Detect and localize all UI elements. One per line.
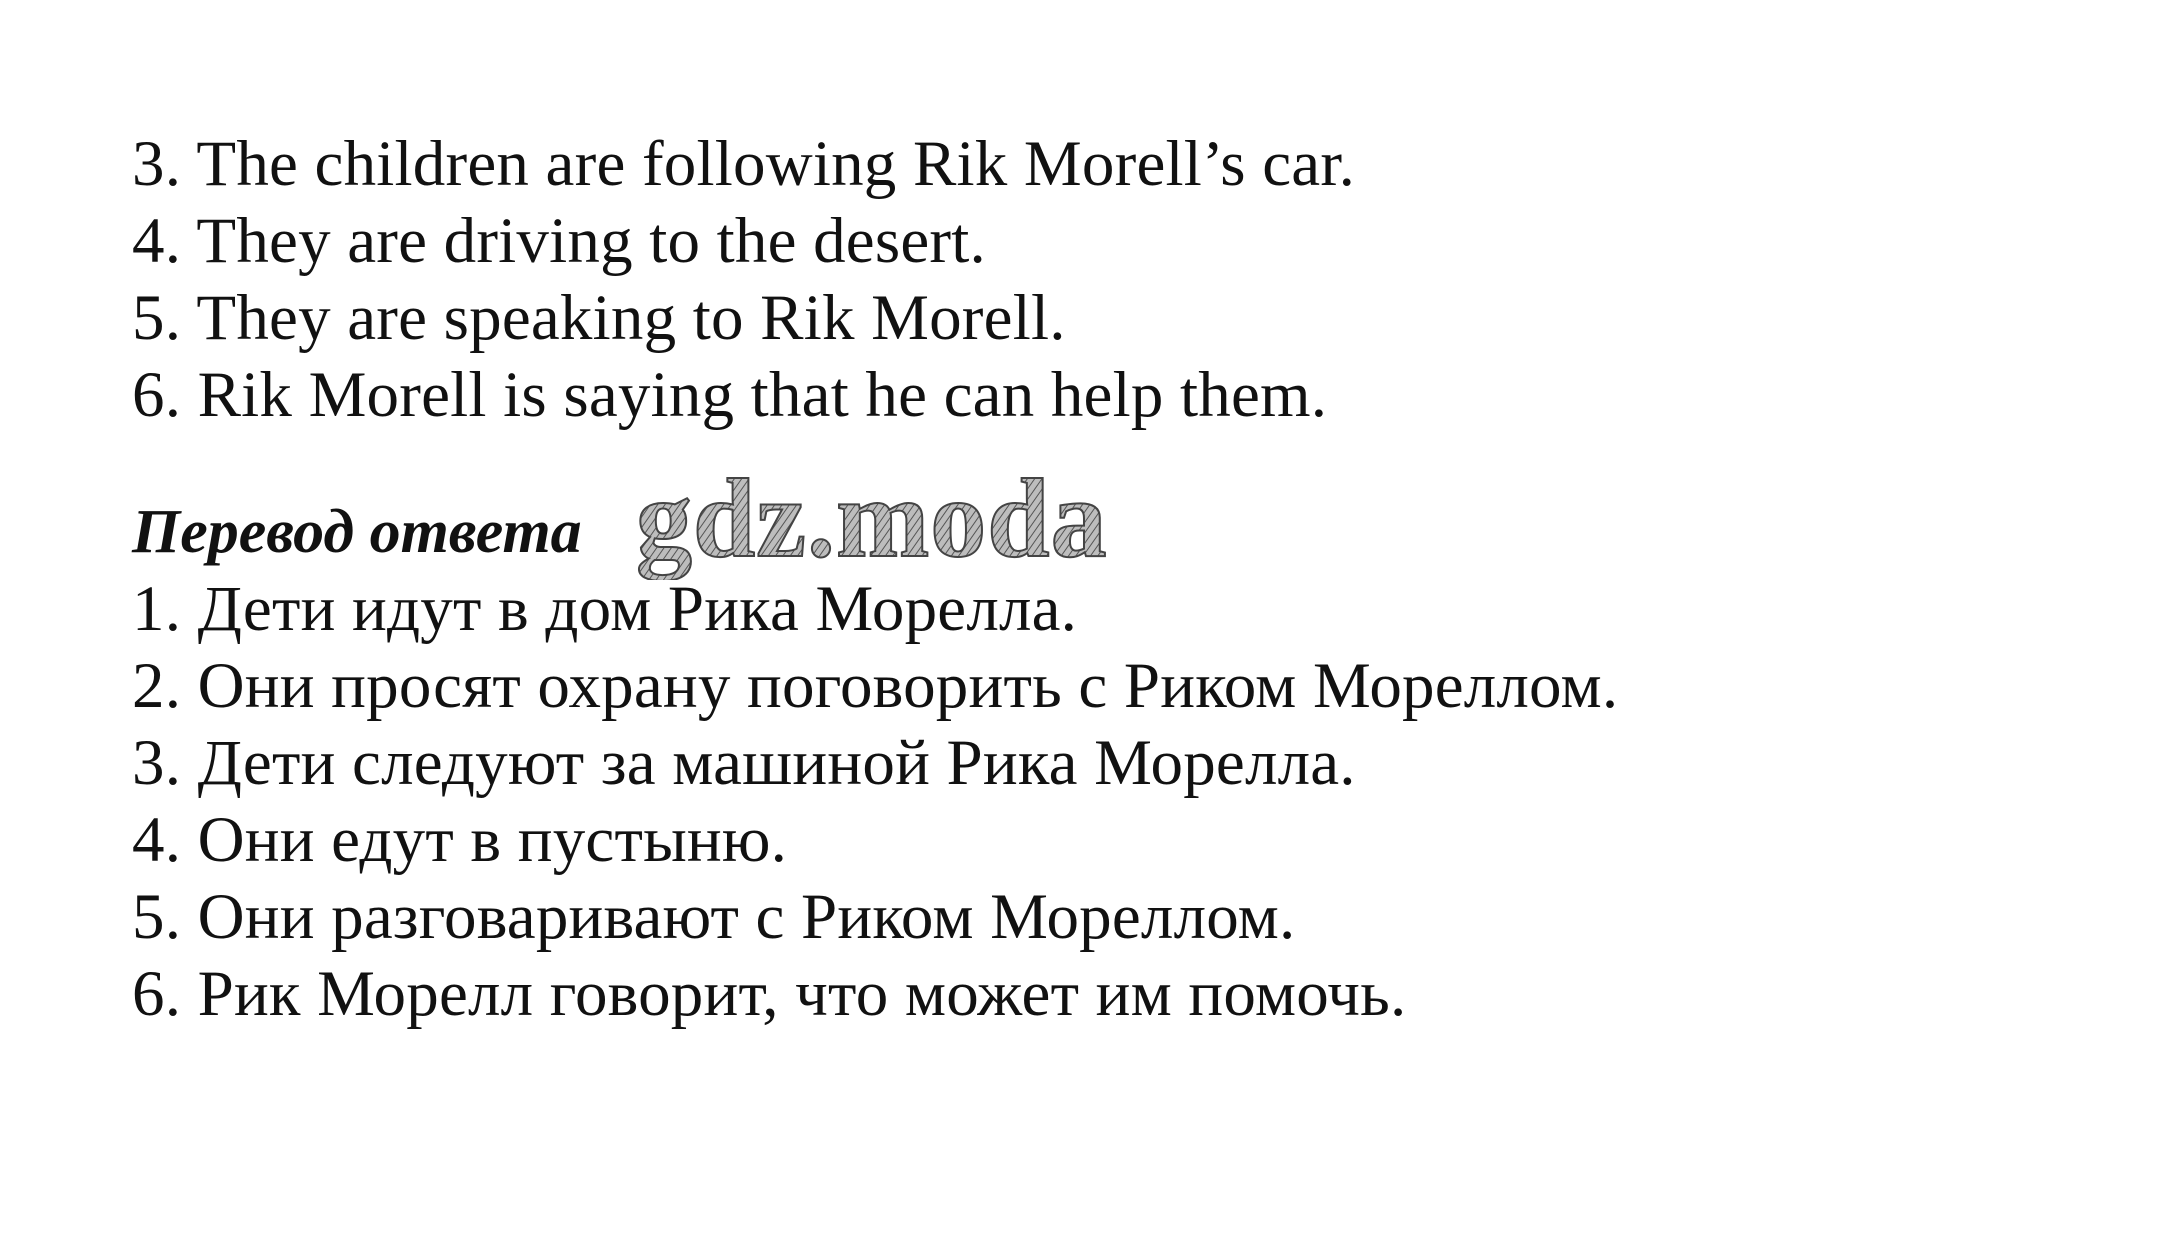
translation-line: 5. Они разговаривают с Риком Мореллом. xyxy=(132,881,1296,953)
translation-heading: Перевод ответа xyxy=(132,498,582,566)
translation-line: 1. Дети идут в дом Рика Морелла. xyxy=(132,573,1078,645)
translation-line: 2. Они просят охрану поговорить с Риком Мореллом. xyxy=(132,650,1619,722)
watermark-text: gdz.moda xyxy=(636,470,1108,580)
watermark-logo xyxy=(630,470,1250,580)
translation-line: 3. Дети следуют за машиной Рика Морелла. xyxy=(132,727,1356,799)
english-answer-line: 4. They are driving to the desert. xyxy=(132,205,986,277)
translation-line: 6. Рик Морелл говорит, что может им помочь. xyxy=(132,958,1407,1030)
english-answer-line: 5. They are speaking to Rik Morell. xyxy=(132,282,1066,354)
english-answer-line: 3. The children are following Rik Morell’s car. xyxy=(132,128,1356,200)
translation-line: 4. Они едут в пустыню. xyxy=(132,804,788,876)
english-answer-line: 6. Rik Morell is saying that he can help them. xyxy=(132,359,1328,431)
